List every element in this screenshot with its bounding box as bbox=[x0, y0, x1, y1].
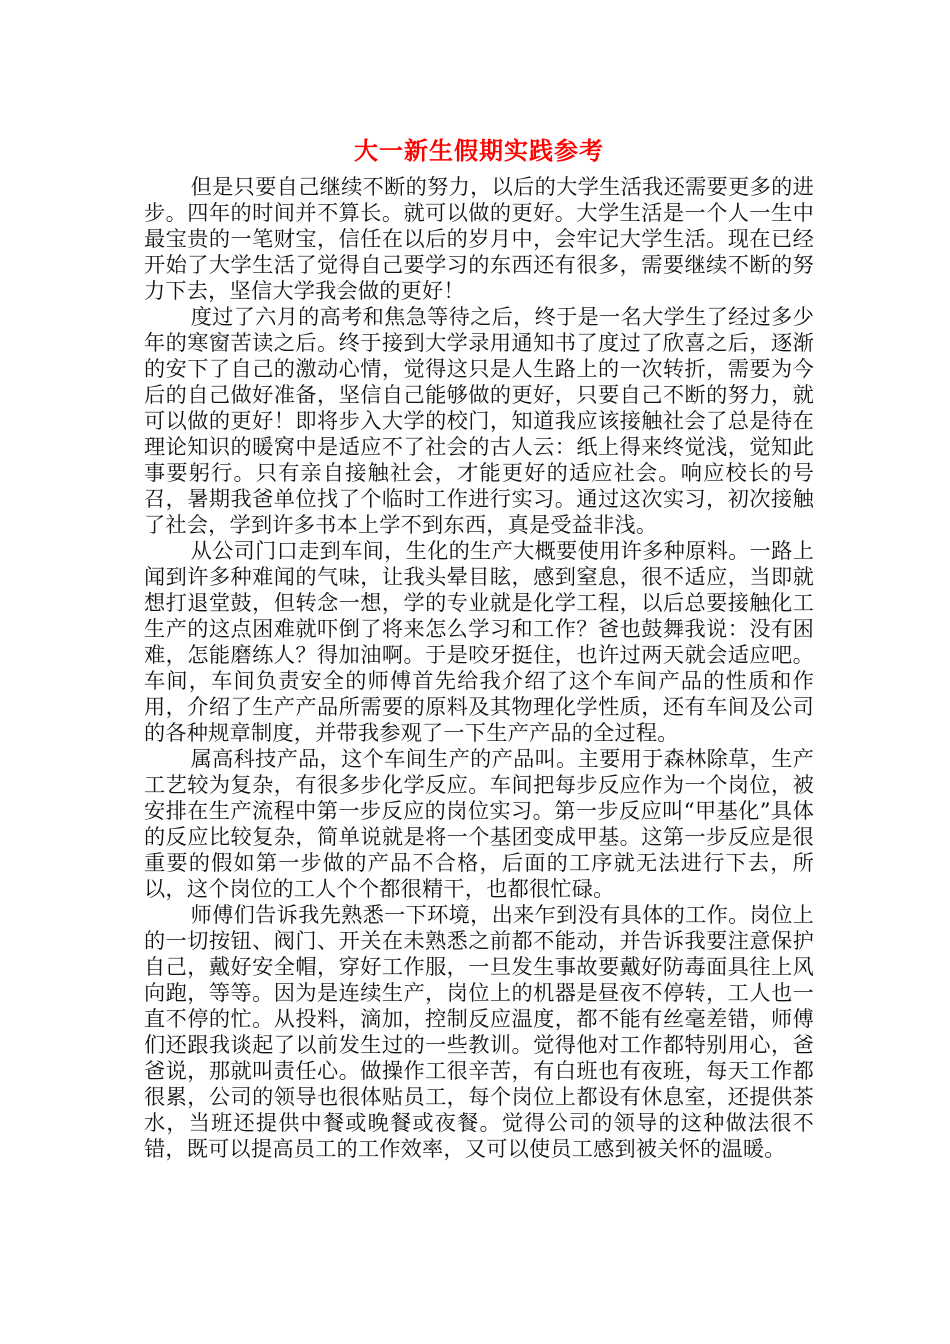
paragraph: 从公司门口走到车间，生化的生产大概要使用许多种原料。一路上闻到许多种难闻的气味，让我头晕目眩，感到窒息，很不适应，当即就想打退堂鼓，但转念一想，学的专业就是化学工程，以后总要接触化工生产的这点困难就吓倒了将来怎么学习和工作？爸也鼓舞我说：没有困难，怎能磨练人？得加油啊。于是咬牙挺住，也许过两天就会适应吧。车间，车间负责安全的师傅首先给我介绍了这个车间产品的性质和作用，介绍了生产产品所需要的原料及其物理化学性质，还有车间及公司的各种规章制度，并带我参观了一下生产产品的全过程。 bbox=[144, 538, 814, 745]
paragraph: 属高科技产品，这个车间生产的产品叫。主要用于森林除草，生产工艺较为复杂，有很多步化学反应。车间把每步反应作为一个岗位，被安排在生产流程中第一步反应的岗位实习。第一步反应叫“甲基化”具体的反应比较复杂，简单说就是将一个基团变成甲基。这第一步反应是很重要的假如第一步做的产品不合格，后面的工序就无法进行下去，所以，这个岗位的工人个个都很精干，也都很忙碌。 bbox=[144, 746, 814, 901]
document-body bbox=[144, 174, 814, 1162]
document-title: 大一新生假期实践参考 bbox=[354, 137, 604, 165]
paragraph: 度过了六月的高考和焦急等待之后，终于是一名大学生了经过多少年的寒窗苦读之后。终于接到大学录用通知书了度过了欣喜之后，逐渐的安下了自己的激动心情，觉得这只是人生路上的一次转折，需要为今后的自己做好准备，坚信自己能够做的更好，只要自己不断的努力，就可以做的更好！即将步入大学的校门，知道我应该接触社会了总是待在理论知识的暖窝中是适应不了社会的古人云：纸上得来终觉浅，觉知此事要躬行。只有亲自接触社会，才能更好的适应社会。响应校长的号召，暑期我爸单位找了个临时工作进行实习。通过这次实习，初次接触了社会，学到许多书本上学不到东西，真是受益非浅。 bbox=[144, 304, 814, 537]
paragraph: 但是只要自己继续不断的努力，以后的大学生活我还需要更多的进步。四年的时间并不算长。就可以做的更好。大学生活是一个人一生中最宝贵的一笔财宝，信任在以后的岁月中，会牢记大学生活。现在已经开始了大学生活了觉得自己要学习的东西还有很多，需要继续不断的努力下去，坚信大学我会做的更好！ bbox=[144, 174, 814, 303]
document-page bbox=[144, 134, 814, 1162]
paragraph: 师傅们告诉我先熟悉一下环境，出来乍到没有具体的工作。岗位上的一切按钮、阀门、开关在未熟悉之前都不能动，并告诉我要注意保护自己，戴好安全帽，穿好工作服，一旦发生事故要戴好防毒面具往上风向跑，等等。因为是连续生产，岗位上的机器是昼夜不停转，工人也一直不停的忙。从投料，滴加，控制反应温度，都不能有丝毫差错，师傅们还跟我谈起了以前发生过的一些教训。觉得他对工作都特别用心，爸爸说，那就叫责任心。做操作工很辛苦，有白班也有夜班，每天工作都很累，公司的领导也很体贴员工，每个岗位上都设有休息室，还提供茶水，当班还提供中餐或晚餐或夜餐。觉得公司的领导的这种做法很不错，既可以提高员工的工作效率，又可以使员工感到被关怀的温暖。 bbox=[144, 902, 814, 1161]
